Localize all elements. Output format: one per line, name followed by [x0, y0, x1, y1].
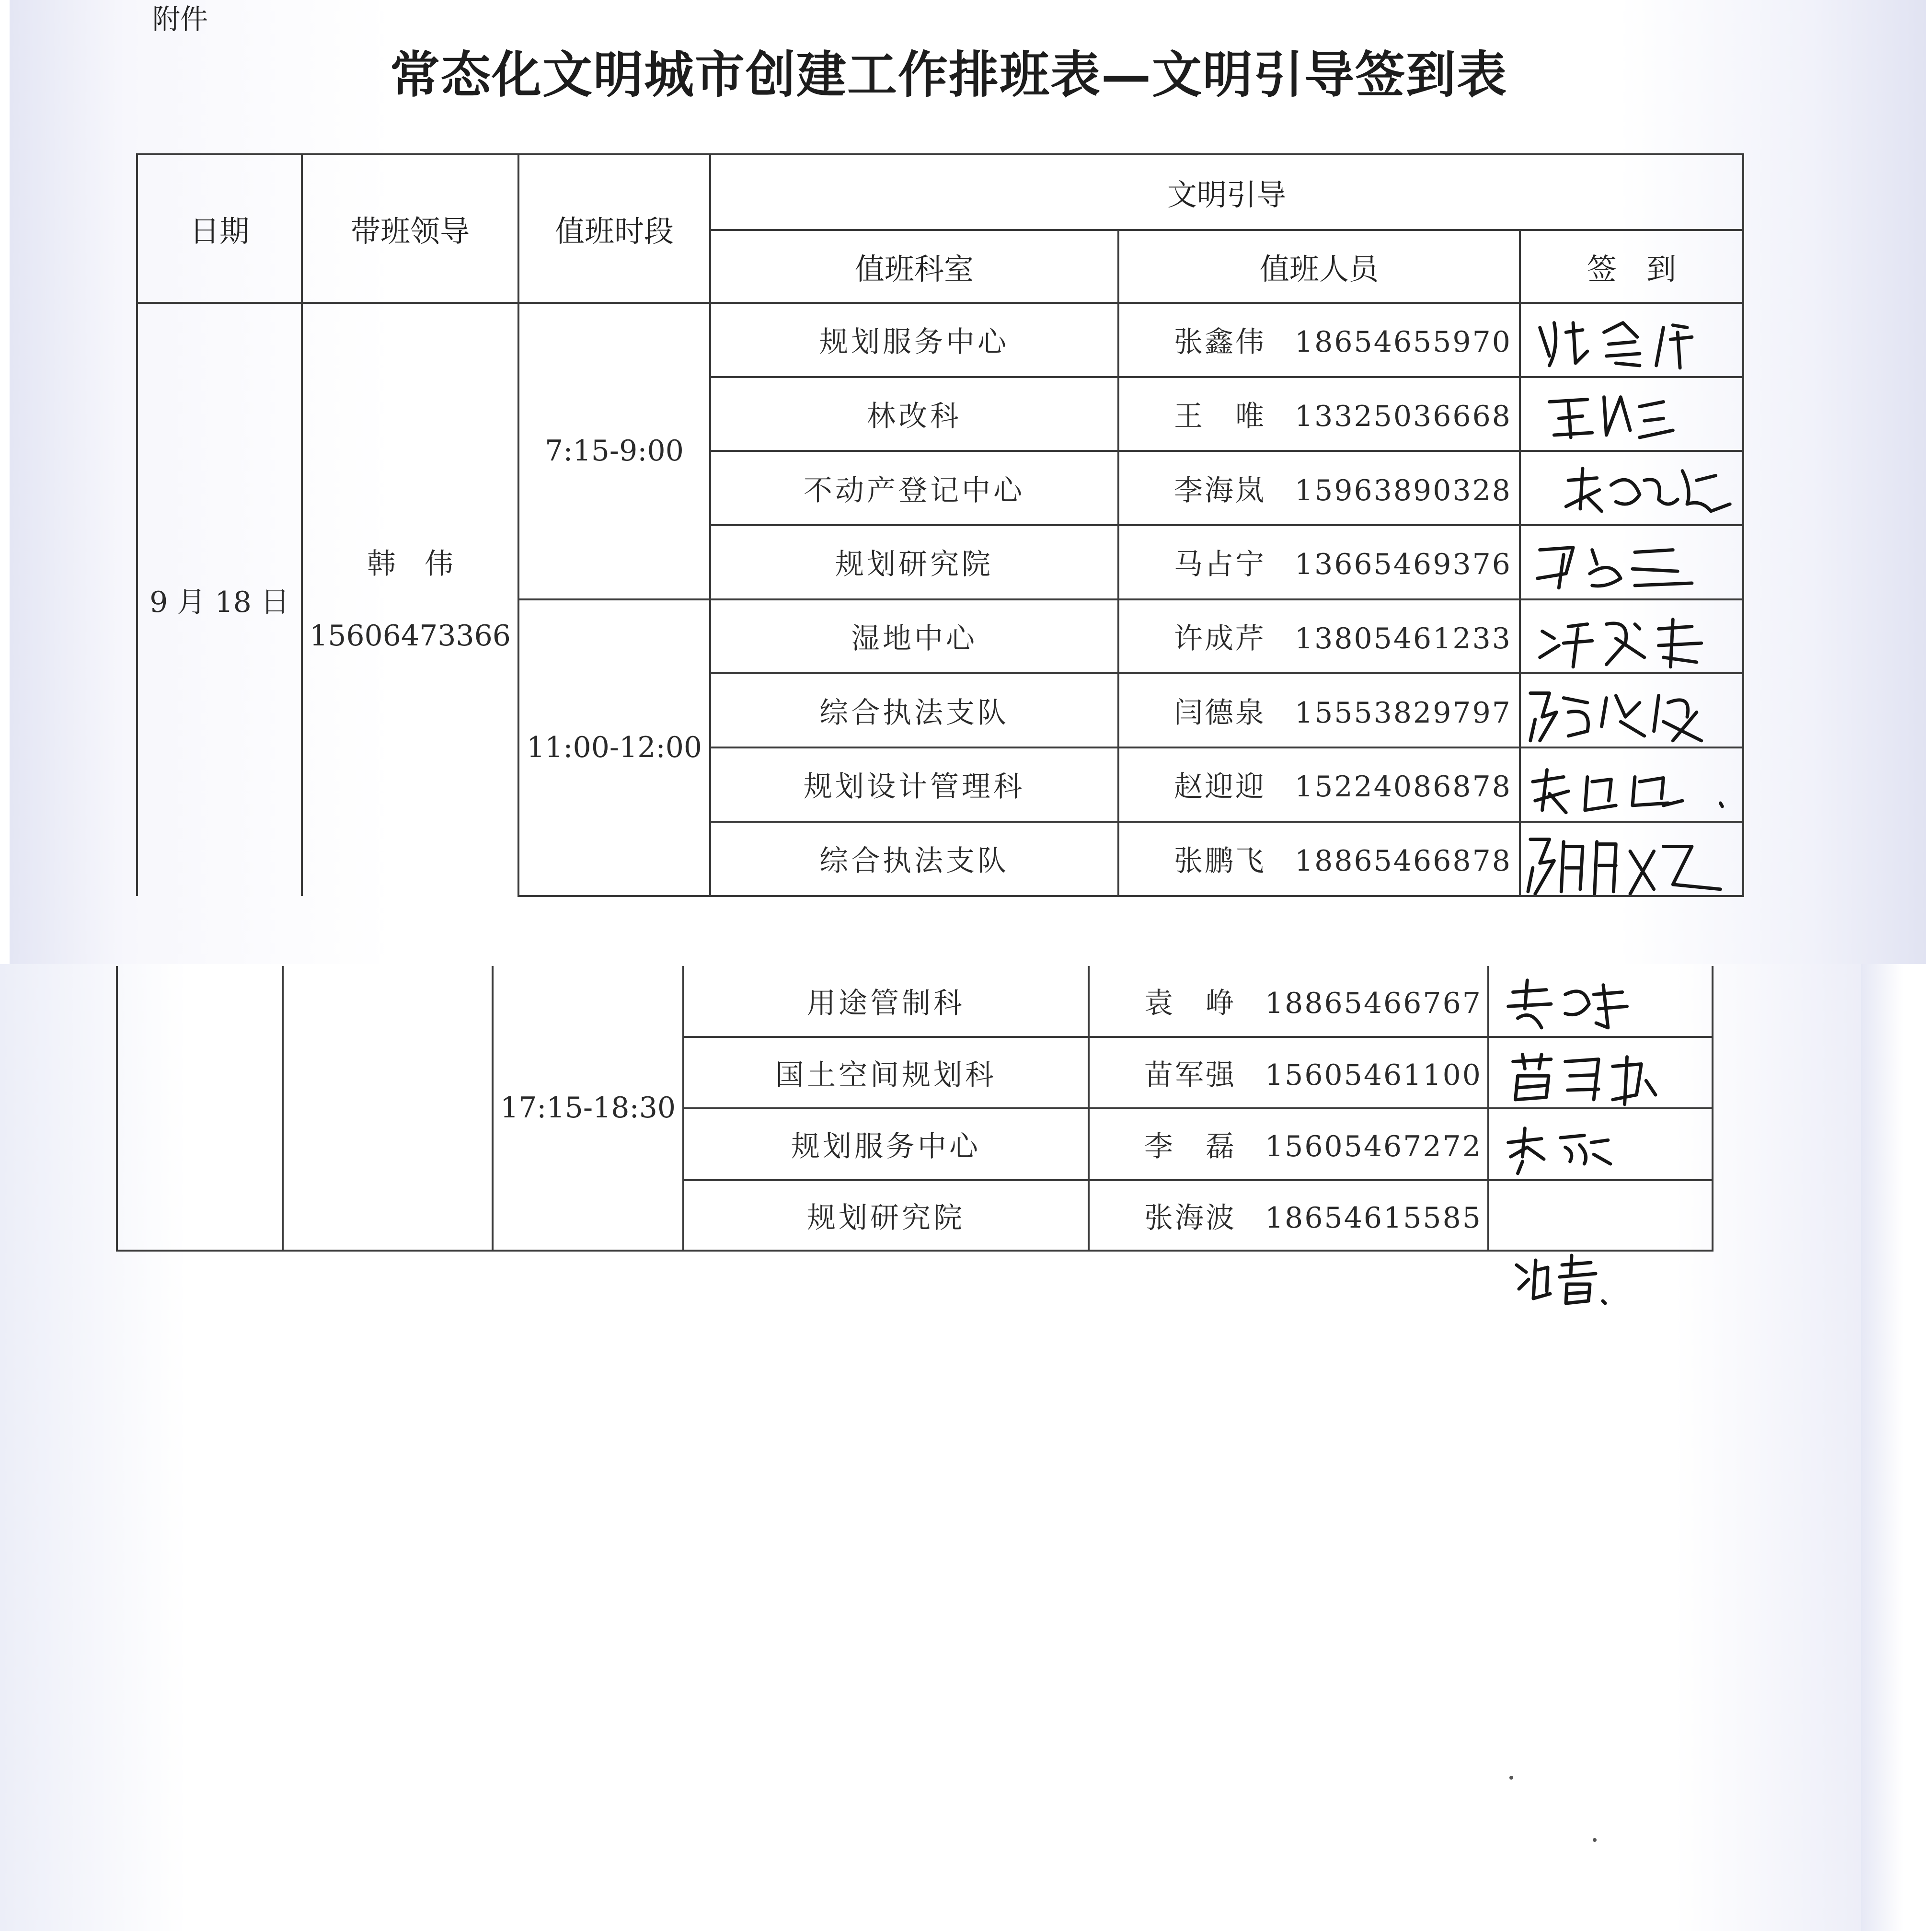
signature-cell: [1520, 822, 1743, 896]
scan-speck: [1593, 1838, 1597, 1842]
staff-phone: 15963890328: [1295, 473, 1512, 507]
staff-cell: [1118, 673, 1520, 747]
staff-cell: [1118, 525, 1520, 599]
staff-phone: 13325036668: [1295, 400, 1512, 434]
attachment-label: 附件: [152, 3, 208, 35]
leader-name: 韩 伟: [367, 547, 453, 581]
table-row: [117, 966, 1713, 1037]
department-cell: 规划服务中心: [683, 1108, 1089, 1180]
header-department: 值班科室: [710, 230, 1118, 303]
handwritten-signature: [1489, 966, 1712, 1036]
department-cell: 不动产登记中心: [710, 451, 1118, 525]
signature-cell: [1520, 673, 1743, 747]
signature-cell: [1488, 966, 1713, 1037]
date-cell: 9 月 18 日: [137, 303, 302, 896]
handwritten-signature: [1521, 674, 1742, 747]
time-slot-cell: 11:00-12:00: [518, 599, 710, 896]
schedule-table-bottom: [116, 966, 1712, 1248]
staff-cell: [1118, 599, 1520, 674]
handwritten-signature: [1489, 1109, 1712, 1179]
header-group: 文明引导: [710, 154, 1743, 230]
staff-name: 张海波: [1144, 1201, 1236, 1235]
department-cell: 综合执法支队: [710, 822, 1118, 896]
time-slot-cell: 7:15-9:00: [518, 303, 710, 599]
staff-phone: 15605467272: [1265, 1130, 1482, 1164]
staff-name: 苗军强: [1144, 1058, 1236, 1092]
handwritten-signature: [1521, 304, 1742, 376]
staff-phone: 13805461233: [1295, 622, 1512, 656]
department-cell: 规划设计管理科: [710, 747, 1118, 822]
staff-phone: 15605461100: [1265, 1058, 1482, 1092]
handwritten-signature: [1489, 1038, 1712, 1108]
staff-name: 李海岚: [1174, 473, 1266, 507]
staff-phone: 15553829797: [1295, 696, 1512, 730]
leader-cell-continued: [283, 966, 493, 1251]
department-cell: 综合执法支队: [710, 673, 1118, 747]
staff-phone: 18865466878: [1295, 844, 1512, 878]
handwritten-signature: [1521, 526, 1742, 598]
department-cell: 规划研究院: [710, 525, 1118, 599]
staff-name: 许成芹: [1174, 622, 1266, 656]
staff-cell: [1089, 1180, 1488, 1251]
staff-phone: 13665469376: [1295, 548, 1512, 582]
handwritten-signature: [1521, 378, 1742, 450]
staff-cell: [1118, 377, 1520, 451]
staff-cell: [1118, 451, 1520, 525]
staff-cell: [1118, 747, 1520, 822]
staff-name: 闫德泉: [1174, 696, 1266, 730]
leader-cell: [302, 303, 518, 896]
header-sign-in: 签 到: [1520, 230, 1743, 303]
staff-phone: 18654655970: [1295, 325, 1512, 359]
signature-cell: [1520, 377, 1743, 451]
staff-name: 袁 峥: [1144, 986, 1236, 1020]
document-title: 常态化文明城市创建工作排班表—文明引导签到表: [390, 45, 1507, 104]
staff-name: 张鑫伟: [1174, 325, 1266, 359]
staff-name: 张鹏飞: [1174, 844, 1266, 878]
staff-cell: [1089, 966, 1488, 1037]
header-time-slot: 值班时段: [518, 154, 710, 303]
leader-phone: 15606473366: [310, 619, 511, 653]
department-cell: 规划服务中心: [710, 303, 1118, 377]
signature-cell: [1520, 451, 1743, 525]
department-cell: 湿地中心: [710, 599, 1118, 674]
staff-name: 李 磊: [1144, 1130, 1236, 1164]
header-leader: 带班领导: [302, 154, 518, 303]
header-staff: 值班人员: [1118, 230, 1520, 303]
staff-cell: [1089, 1037, 1488, 1109]
staff-name: 王 唯: [1174, 400, 1266, 434]
department-cell: 国土空间规划科: [683, 1037, 1089, 1109]
date-cell-continued: [117, 966, 283, 1251]
signature-cell: [1520, 599, 1743, 674]
department-cell: 规划研究院: [683, 1180, 1089, 1251]
time-slot-cell: 17:15-18:30: [493, 966, 683, 1251]
staff-cell: [1118, 822, 1520, 896]
table-row: [137, 303, 1743, 377]
staff-phone: 18654615585: [1265, 1201, 1482, 1235]
handwritten-signature: [1521, 600, 1742, 673]
handwritten-signature: [1521, 823, 1742, 895]
header-date: 日期: [137, 154, 302, 303]
staff-cell: [1089, 1108, 1488, 1180]
handwritten-signature: [1521, 452, 1742, 524]
staff-cell: [1118, 303, 1520, 377]
staff-phone: 15224086878: [1295, 770, 1512, 804]
staff-phone: 18865466767: [1265, 986, 1482, 1020]
scan-speck: [1509, 1776, 1513, 1780]
handwritten-signature: [1521, 748, 1742, 821]
staff-name: 赵迎迎: [1174, 770, 1266, 804]
signature-cell: [1520, 525, 1743, 599]
signature-cell: [1520, 303, 1743, 377]
signature-cell: [1520, 747, 1743, 822]
department-cell: 用途管制科: [683, 966, 1089, 1037]
schedule-table-top: [136, 153, 1742, 891]
signature-cell-empty: [1488, 1180, 1713, 1251]
page-scan-edge: [1861, 964, 1932, 1931]
department-cell: 林改科: [710, 377, 1118, 451]
handwritten-signature-below-table: [1509, 1246, 1620, 1308]
signature-cell: [1488, 1037, 1713, 1109]
signature-cell: [1488, 1108, 1713, 1180]
staff-name: 马占宁: [1174, 548, 1266, 582]
